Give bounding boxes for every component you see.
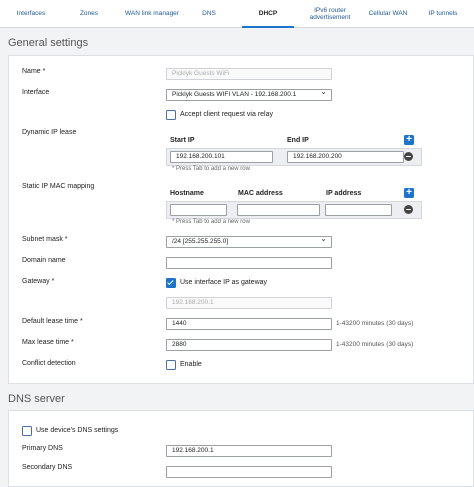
subnet-mask-label: Subnet mask * bbox=[22, 236, 68, 243]
use-device-dns-checkbox[interactable] bbox=[22, 426, 32, 436]
accept-relay-checkbox[interactable] bbox=[166, 110, 176, 120]
accept-relay-label: Accept client request via relay bbox=[180, 111, 273, 118]
subnet-mask-value: /24 [255.255.255.0] bbox=[172, 238, 229, 245]
domain-name-label: Domain name bbox=[22, 257, 66, 264]
remove-mapping-row-icon[interactable] bbox=[404, 205, 413, 214]
hostname-input[interactable] bbox=[170, 204, 227, 216]
subnet-mask-select[interactable] bbox=[166, 236, 332, 248]
conflict-enable-label: Enable bbox=[180, 361, 202, 368]
interface-label: Interface bbox=[22, 89, 50, 96]
end-ip-input[interactable]: 192.168.200.200 bbox=[287, 151, 404, 163]
hostname-header: Hostname bbox=[170, 190, 204, 197]
start-ip-header: Start IP bbox=[170, 137, 195, 144]
secondary-dns-input[interactable] bbox=[166, 466, 332, 478]
dynamic-lease-hint: * Press Tab to add a new row bbox=[172, 166, 250, 172]
tab-ip-tunnels[interactable]: IP tunnels bbox=[428, 10, 458, 17]
max-lease-label: Max lease time * bbox=[22, 339, 74, 346]
conflict-enable-checkbox[interactable] bbox=[166, 360, 176, 370]
tab-ipv6-router-advertisement[interactable]: IPv6 router advertisement bbox=[309, 6, 351, 21]
use-interface-ip-checkbox[interactable] bbox=[166, 278, 176, 288]
tab-bar bbox=[0, 0, 474, 28]
tab-interfaces[interactable]: Interfaces bbox=[16, 10, 46, 17]
add-lease-row-button[interactable]: + bbox=[404, 135, 414, 145]
primary-dns-input[interactable]: 192.168.200.1 bbox=[166, 445, 332, 457]
interface-value: Picklyk Guests WIFI VLAN - 192.168.200.1 bbox=[172, 91, 297, 98]
default-lease-label: Default lease time * bbox=[22, 318, 83, 325]
static-mapping-hint: * Press Tab to add a new row bbox=[172, 219, 250, 225]
end-ip-header: End IP bbox=[287, 137, 309, 144]
static-ip-label: Static IP MAC mapping bbox=[22, 183, 95, 190]
default-lease-input[interactable]: 1440 bbox=[166, 318, 332, 330]
tab-zones[interactable]: Zones bbox=[79, 10, 99, 17]
default-lease-unit: 1-43200 minutes (30 days) bbox=[336, 320, 414, 327]
name-input[interactable]: Picklyk Guests WiFi bbox=[166, 68, 332, 80]
secondary-dns-label: Secondary DNS bbox=[22, 464, 73, 471]
mac-address-header: MAC address bbox=[238, 190, 283, 197]
dynamic-ip-label: Dynamic IP lease bbox=[22, 129, 77, 136]
start-ip-input[interactable]: 192.168.200.101 bbox=[170, 151, 273, 163]
mac-address-input[interactable] bbox=[237, 204, 320, 216]
add-mapping-row-button[interactable]: + bbox=[404, 188, 414, 198]
primary-dns-label: Primary DNS bbox=[22, 445, 63, 452]
general-settings-title: General settings bbox=[8, 37, 89, 49]
dns-server-title: DNS server bbox=[8, 393, 65, 405]
ip-address-input[interactable] bbox=[325, 204, 392, 216]
gateway-label: Gateway * bbox=[22, 278, 55, 285]
tab-cellular-wan[interactable]: Cellular WAN bbox=[368, 10, 408, 17]
tab-dns[interactable]: DNS bbox=[202, 10, 216, 17]
max-lease-input[interactable]: 2880 bbox=[166, 339, 332, 351]
conflict-detection-label: Conflict detection bbox=[22, 360, 76, 367]
remove-lease-row-icon[interactable] bbox=[404, 152, 413, 161]
domain-name-input[interactable] bbox=[166, 257, 332, 269]
tab-dhcp[interactable]: DHCP bbox=[240, 0, 296, 27]
ip-address-header: IP address bbox=[326, 190, 362, 197]
tab-wan-link-manager[interactable]: WAN link manager bbox=[125, 10, 179, 17]
interface-select[interactable] bbox=[166, 89, 332, 101]
gateway-input[interactable]: 192.168.200.1 bbox=[166, 297, 332, 309]
use-interface-ip-label: Use interface IP as gateway bbox=[180, 279, 268, 286]
name-label: Name * bbox=[22, 68, 46, 75]
use-device-dns-label: Use device's DNS settings bbox=[36, 427, 119, 434]
max-lease-unit: 1-43200 minutes (30 days) bbox=[336, 341, 414, 348]
